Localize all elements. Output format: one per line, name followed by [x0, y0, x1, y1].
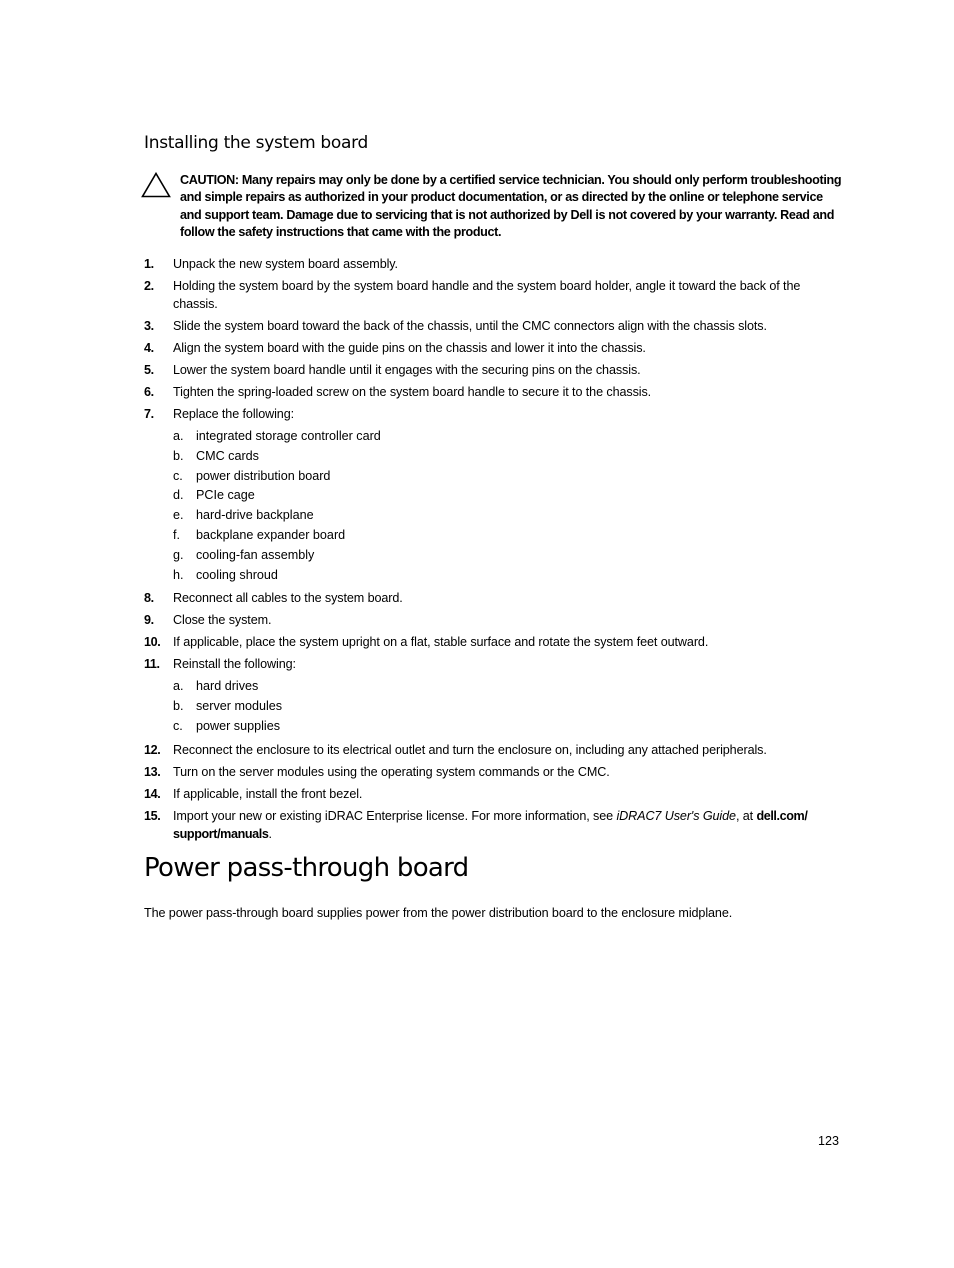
step-text-part: , at — [735, 808, 757, 823]
step-item — [144, 361, 844, 379]
step-text: Align the system board with the guide pins on the chassis and lower it into the chassis. — [173, 341, 646, 355]
step-item — [144, 277, 844, 313]
section-title: Installing the system board — [144, 133, 369, 153]
step-number: 6. — [144, 385, 154, 399]
step-text: Holding the system board by the system board handle and the system board holder, angle it toward the back of the chassis. — [173, 279, 801, 311]
substep-letter: f. — [173, 527, 180, 542]
substep-text: PCIe cage — [196, 488, 255, 503]
substep-text: hard drives — [196, 679, 259, 694]
step-text: Reconnect the enclosure to its electrical outlet and turn the enclosure on, including any attached peripherals. — [173, 742, 767, 757]
page-number: 123 — [818, 1134, 840, 1148]
substep-text: CMC cards — [196, 448, 259, 463]
substep-text: server modules — [196, 699, 283, 714]
step-item — [144, 339, 844, 357]
body-paragraph: The power pass-through board supplies power from the power distribution board to the enclosure midplane. — [144, 906, 733, 920]
procedure-steps — [144, 255, 844, 847]
step-number: 4. — [144, 341, 154, 355]
step-number: 5. — [144, 363, 154, 377]
step-number: 7. — [144, 407, 154, 421]
substep-item — [173, 697, 844, 717]
substep-text: integrated storage controller card — [196, 429, 381, 443]
step-item — [144, 633, 844, 651]
step-number: 12. — [144, 742, 161, 757]
substep-list — [173, 677, 844, 736]
substep-letter: c. — [173, 468, 183, 483]
step-item — [144, 763, 844, 781]
step-item — [144, 741, 844, 759]
substep-letter: g. — [173, 547, 184, 562]
substep-item — [173, 467, 844, 487]
step-text: Tighten the spring-loaded screw on the system board handle to secure it to the chassis. — [173, 385, 652, 399]
step-text-part: . — [268, 826, 272, 841]
step-text: Replace the following: — [173, 407, 295, 421]
section-heading: Power pass-through board — [144, 853, 469, 883]
step-text-part: Import your new or existing iDRAC Enterprise license. For more information, see — [173, 808, 617, 823]
substep-item — [173, 717, 844, 737]
step-text: Turn on the server modules using the operating system commands or the CMC. — [173, 764, 610, 779]
step-number: 13. — [144, 764, 161, 779]
substep-letter: a. — [173, 679, 184, 694]
substep-text: power supplies — [196, 718, 281, 733]
step-text — [173, 807, 844, 843]
substep-item — [173, 447, 844, 467]
step-number: 3. — [144, 319, 154, 333]
step-number: 14. — [144, 786, 161, 801]
substep-letter: b. — [173, 448, 184, 463]
step-text: Slide the system board toward the back of the chassis, until the CMC connectors align with the chassis slots. — [173, 319, 767, 333]
step-item — [144, 255, 844, 273]
substep-item — [173, 427, 844, 447]
substep-item — [173, 486, 844, 506]
substep-text: cooling shroud — [196, 567, 278, 582]
substep-letter: h. — [173, 567, 184, 582]
substep-text: backplane expander board — [196, 527, 346, 542]
step-number: 15. — [144, 808, 161, 823]
step-number: 1. — [144, 257, 154, 271]
step-text: Reinstall the following: — [173, 657, 296, 672]
step-item — [144, 317, 844, 335]
step-number: 11. — [144, 657, 160, 672]
substep-item — [173, 526, 844, 546]
step-item — [144, 785, 844, 803]
step-text: Close the system. — [173, 613, 272, 628]
substep-letter: e. — [173, 508, 184, 523]
substep-text: cooling-fan assembly — [196, 547, 315, 562]
step-item — [144, 589, 844, 607]
support-url-part: dell.com/ — [756, 808, 808, 823]
step-number: 2. — [144, 279, 154, 293]
substep-text: power distribution board — [196, 468, 331, 483]
step-text: Lower the system board handle until it engages with the securing pins on the chassis. — [173, 363, 641, 377]
substep-item — [173, 506, 844, 526]
substep-list — [173, 427, 844, 585]
step-number: 8. — [144, 591, 154, 606]
step-text: Unpack the new system board assembly. — [173, 257, 398, 271]
substep-item — [173, 566, 844, 586]
substep-letter: d. — [173, 488, 184, 503]
step-text: Reconnect all cables to the system board. — [173, 591, 403, 606]
caution-triangle-icon — [141, 172, 171, 198]
step-item — [144, 611, 844, 629]
substep-letter: a. — [173, 429, 184, 443]
step-item — [144, 405, 844, 585]
step-number: 10. — [144, 635, 161, 650]
substep-letter: c. — [173, 718, 183, 733]
step-item — [144, 655, 844, 736]
substep-letter: b. — [173, 699, 184, 714]
substep-item — [173, 546, 844, 566]
step-number: 9. — [144, 613, 154, 628]
caution-text: CAUTION: Many repairs may only be done by a certified service technician. You should only perform troubleshooting and simple repairs as authorized in your product documentation, or as directed by the online or telephone service and support team. Damage due to servicing that is not authorized by Dell is not covered by your warranty. Read and follow the safety instructions that came with the product. — [180, 173, 842, 239]
step-item — [144, 383, 844, 401]
support-url-part: support/manuals — [173, 826, 269, 841]
step-text: If applicable, install the front bezel. — [173, 786, 363, 801]
substep-text: hard-drive backplane — [196, 508, 314, 523]
guide-title: iDRAC7 User's Guide — [616, 808, 736, 823]
substep-item — [173, 677, 844, 697]
step-item — [144, 807, 844, 843]
step-text: If applicable, place the system upright on a flat, stable surface and rotate the system feet outward. — [173, 635, 709, 650]
